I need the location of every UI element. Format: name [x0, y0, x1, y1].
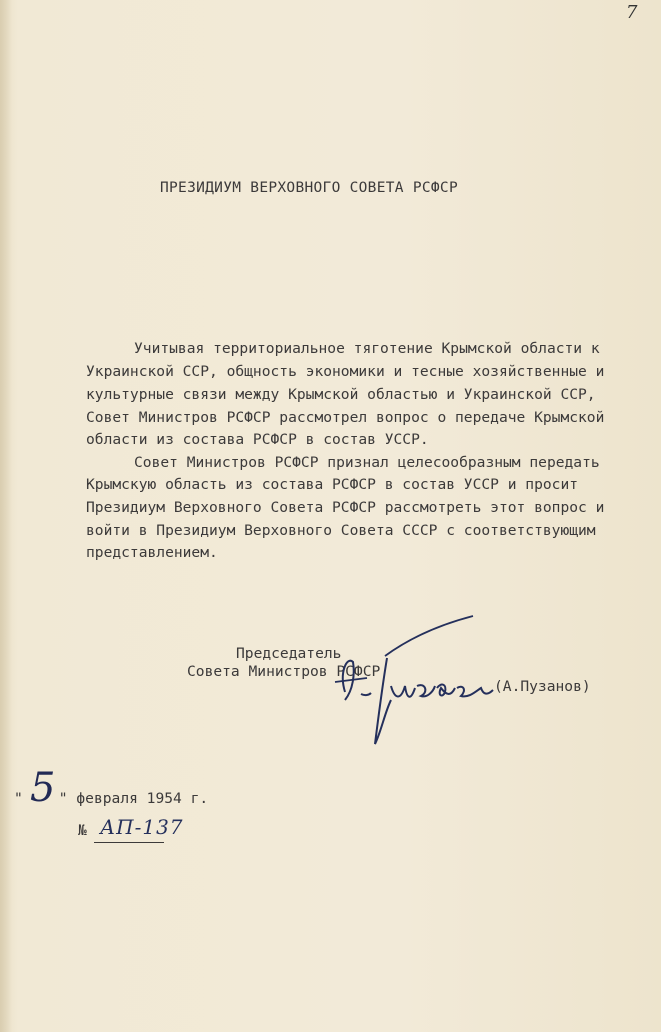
document-heading: ПРЕЗИДИУМ ВЕРХОВНОГО СОВЕТА РСФСР: [160, 180, 458, 196]
doc-number-label: №: [78, 822, 87, 839]
paragraph-2-line: представлением.: [86, 544, 218, 561]
paragraph-1-line: Учитывая территориальное тяготение Крымской области к: [134, 340, 600, 357]
date-close-quote: ": [58, 790, 68, 807]
signer-title-line1: Председатель: [236, 645, 342, 662]
date-open-quote: ": [14, 790, 23, 807]
page-number: 7: [626, 2, 638, 23]
doc-number-handwritten: АП-137: [100, 815, 184, 839]
paragraph-1-line: культурные связи между Крымской областью и Украинской ССР,: [86, 386, 596, 403]
page-edge-shadow: [0, 0, 12, 1032]
paragraph-1-line: Совет Министров РСФСР рассмотрел вопрос о передаче Крымской: [86, 409, 605, 426]
signer-name: (А.Пузанов): [494, 678, 591, 695]
paragraph-1-line: области из состава РСФСР в состав УССР.: [86, 431, 429, 448]
paragraph-2-line: Крымскую область из состава РСФСР в состав УССР и просит: [86, 476, 579, 493]
doc-number-underline: [94, 842, 164, 843]
paragraph-2-line: войти в Президиум Верховного Совета СССР с соответствующим: [86, 522, 596, 539]
date-month-year: февраля 1954 г.: [76, 790, 209, 807]
date-day-handwritten: 5: [30, 765, 56, 811]
signer-title-line2: Совета Министров РСФСР: [187, 663, 381, 680]
paragraph-2-line: Совет Министров РСФСР признал целесообразным передать: [134, 454, 600, 471]
paragraph-1-line: Украинской ССР, общность экономики и тесные хозяйственные и: [86, 363, 605, 380]
handwritten-signature: [325, 612, 505, 752]
paragraph-2-line: Президиум Верховного Совета РСФСР рассмотреть этот вопрос и: [86, 499, 605, 516]
